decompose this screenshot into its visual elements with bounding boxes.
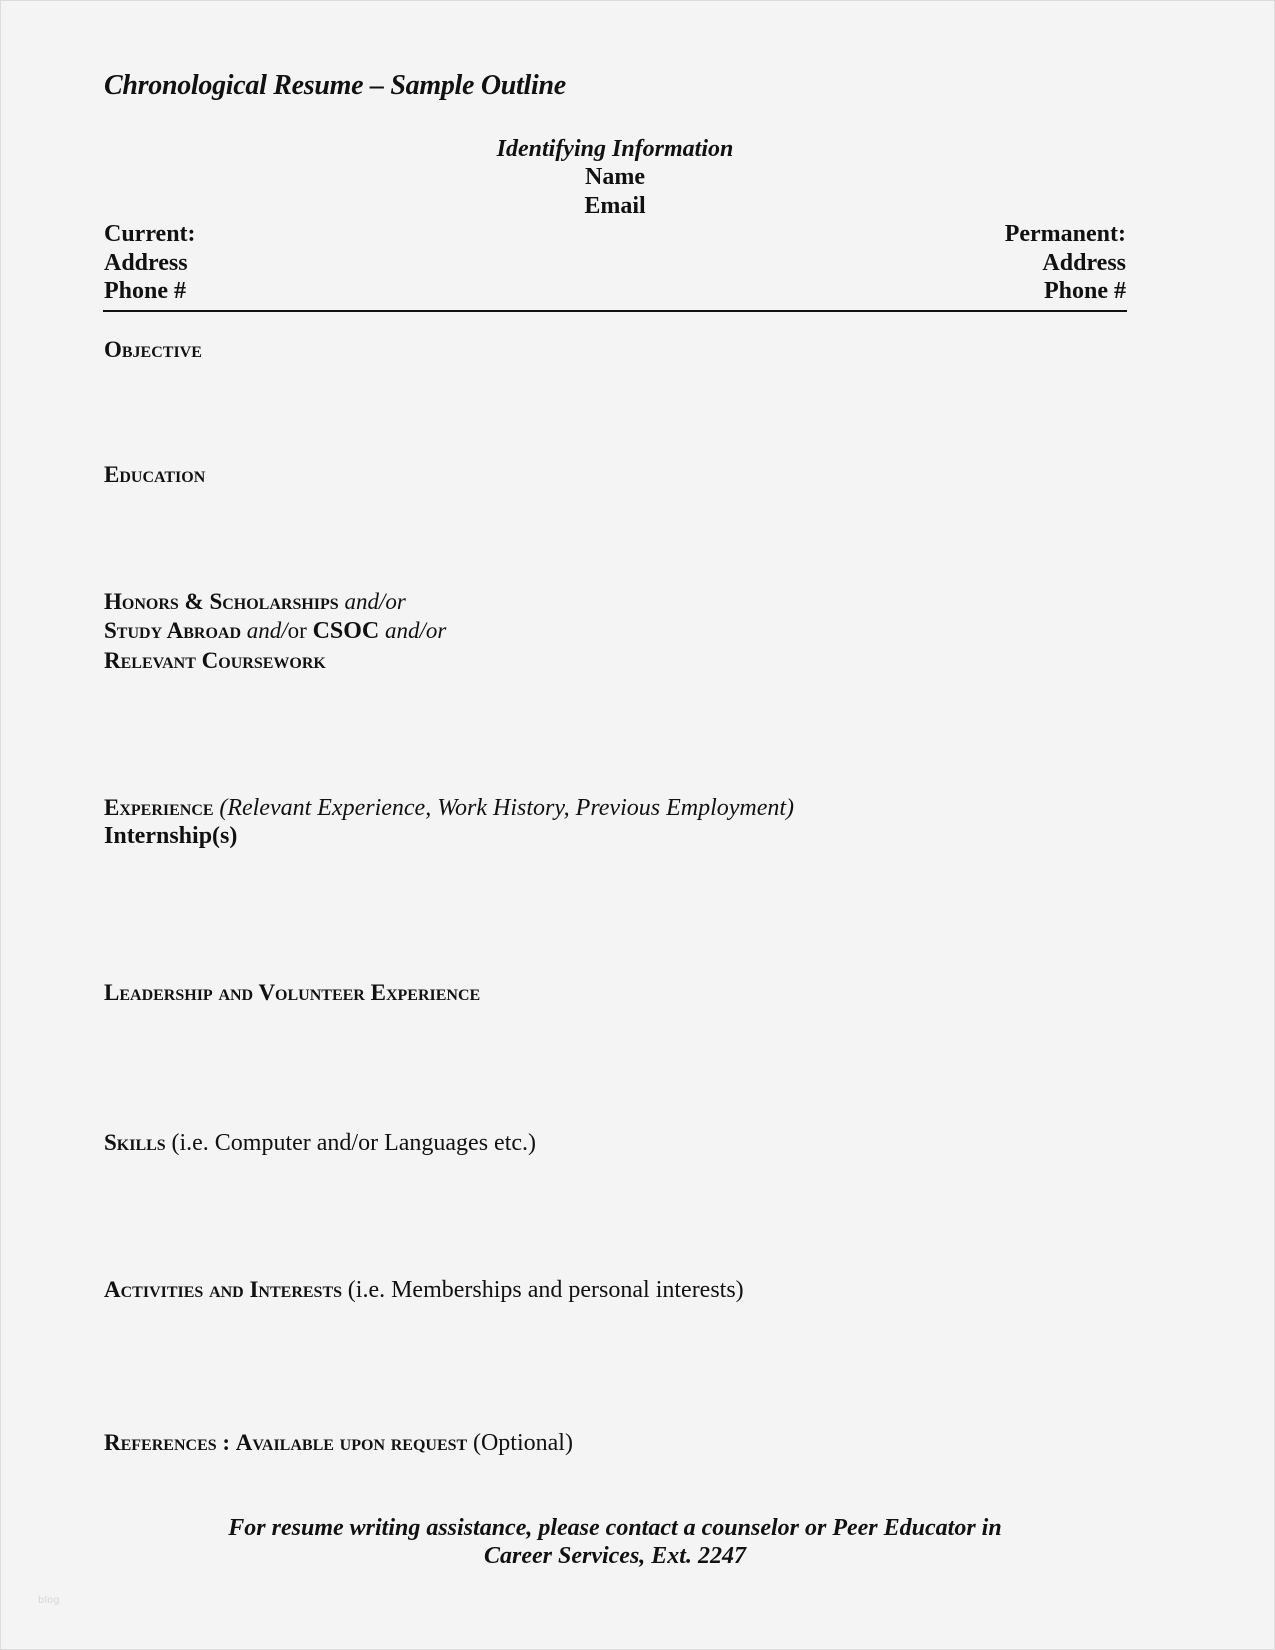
csoc-andor: and/or (385, 618, 447, 643)
honors-heading: Honors & Scholarships (104, 589, 339, 614)
references-value: Available upon request (235, 1430, 468, 1455)
current-address: Address (104, 249, 188, 276)
permanent-address-block (1005, 220, 1126, 306)
permanent-label: Permanent: (1004, 221, 1126, 247)
section-experience (104, 794, 794, 850)
current-label: Current: (104, 221, 196, 247)
watermark: blog (38, 1595, 60, 1606)
name-placeholder: Name (585, 164, 645, 190)
experience-heading: Experience (104, 795, 214, 820)
study-abroad-and: and/ (246, 618, 288, 643)
section-education: Education (104, 462, 206, 487)
section-activities (104, 1277, 744, 1304)
skills-heading: Skills (104, 1130, 166, 1155)
current-phone: Phone # (104, 278, 187, 304)
activities-heading: Activities and Interests (104, 1277, 343, 1302)
footer-line-1: For resume writing assistance, please contact a counselor or Peer Educator in (228, 1515, 1002, 1541)
honors-andor: and/or (344, 589, 406, 614)
footer-line-2: Career Services, Ext. 2247 (484, 1543, 746, 1569)
internships-subheading: Internship(s) (104, 823, 238, 849)
experience-detail: (Relevant Experience, Work History, Previous Employment) (219, 795, 795, 821)
current-address-block (104, 220, 196, 306)
relevant-coursework-heading: Relevant Coursework (104, 648, 326, 673)
document-title: Chronological Resume – Sample Outline (104, 70, 566, 101)
activities-detail: (i.e. Memberships and personal interests) (347, 1277, 744, 1303)
section-references (104, 1430, 573, 1457)
identifying-info-label: Identifying Information (496, 136, 734, 162)
skills-detail: (i.e. Computer and/or Languages etc.) (171, 1130, 537, 1156)
header-divider (103, 310, 1127, 312)
section-leadership: Leadership and Volunteer Experience (104, 980, 481, 1005)
permanent-address: Address (1042, 249, 1126, 276)
section-skills (104, 1130, 536, 1157)
study-abroad-or: or (287, 618, 307, 643)
references-heading: References : (104, 1430, 231, 1455)
permanent-phone: Phone # (1043, 278, 1126, 304)
csoc-heading: CSOC (312, 618, 380, 644)
section-honors (104, 587, 446, 675)
references-detail: (Optional) (472, 1430, 573, 1456)
section-objective: Objective (104, 337, 202, 362)
email-placeholder: Email (584, 193, 646, 219)
study-abroad-heading: Study Abroad (104, 618, 241, 643)
